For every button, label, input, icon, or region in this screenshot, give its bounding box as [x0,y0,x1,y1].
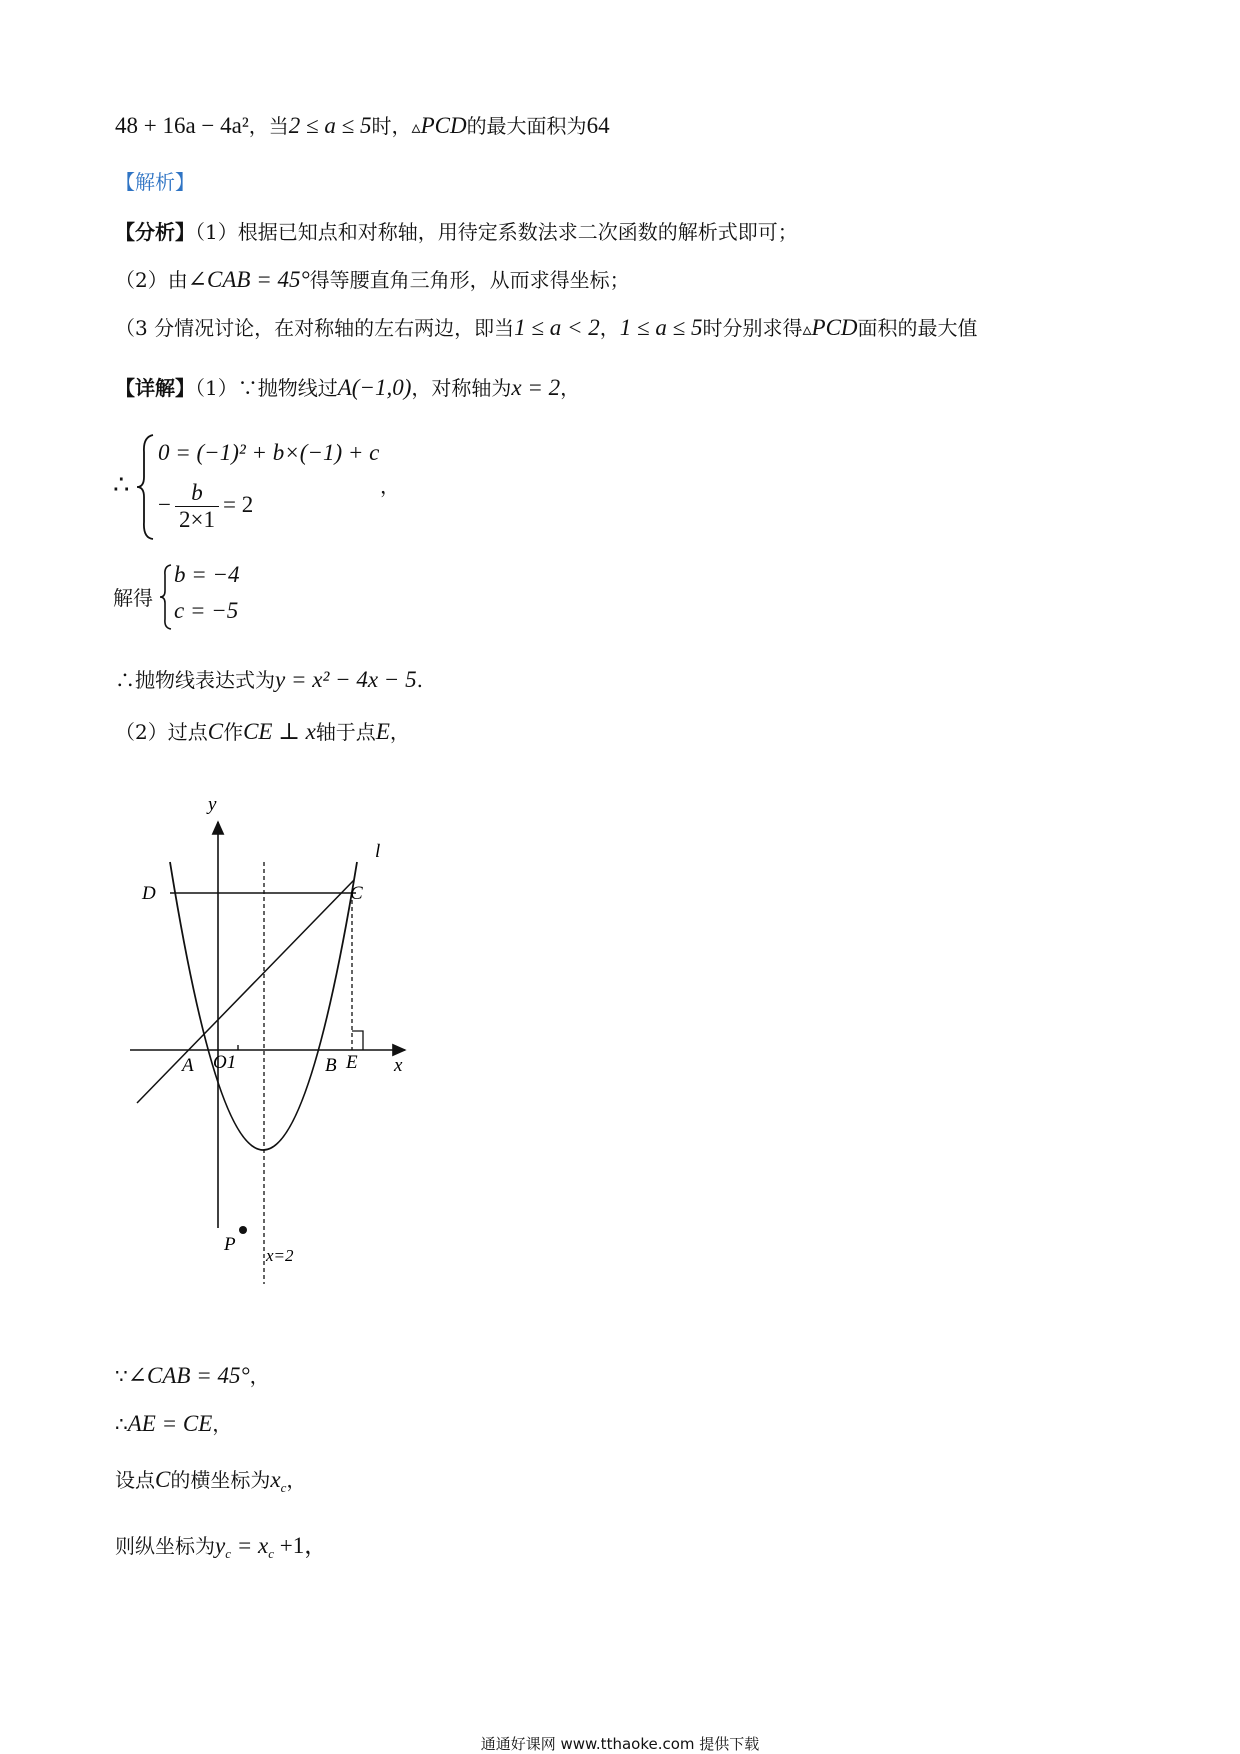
solution-c: c = −5 [174,598,239,623]
text: 则纵坐标为 [115,1534,215,1558]
symmetry-axis-label: x=2 [266,1246,294,1265]
fraction-numerator: b [175,480,219,507]
xc-symbol: x [270,1467,281,1492]
axis-expr: x = 2 [511,375,561,400]
footer-text: 通通好课网 www.tthaoke.com 提供下载 [480,1735,760,1753]
detail-line-1 [115,374,580,402]
part2-line [115,718,410,746]
text: 时， [371,114,412,138]
text: . [416,668,423,692]
analysis-heading: 【解析】 [115,170,195,194]
text: ， [599,316,620,340]
solve-label: 解得 [113,586,153,610]
case-2: 1 ≤ a ≤ 5 [619,315,703,340]
y-axis-label: y [208,794,217,815]
triangle-symbol: ▵ [802,319,812,339]
therefore-symbol: ∴ [113,470,130,499]
perpendicular-expr: CE ⊥ x [243,719,316,744]
analysis-line-1 [115,218,798,246]
label-d: D [142,883,156,904]
text: ， [212,1412,233,1436]
parabola-expr: y = x² − 4x − 5 [275,667,417,692]
text: 时分别求得 [702,316,803,340]
text: ，当 [248,114,289,138]
left-brace [158,563,174,631]
condition: 2 ≤ a ≤ 5 [288,113,372,138]
analysis-line-3 [115,314,978,343]
point-p-dot [239,1226,247,1234]
text: 得等腰直角三角形，从而求得坐标； [309,268,630,292]
label-a: A [182,1055,194,1076]
point-e: E [375,719,390,744]
text: ，对称轴为 [411,376,512,400]
text: 面积的最大值 [857,316,978,340]
therefore-symbol: ∴ [115,1412,128,1436]
text: （2）过点 [115,720,208,744]
equation-part: = x [231,1533,269,1558]
detail-label: 【详解】 [115,376,195,400]
angle-expr: ∠CAB = 45° [187,267,310,292]
therefore-line [115,1410,232,1438]
text: 的横坐标为 [170,1468,271,1492]
parabola-expression-line [115,666,423,694]
parabola-figure [120,780,440,1300]
text: 作 [223,720,244,744]
point-c: C [207,719,224,744]
text: （3 分情况讨论，在对称轴的左右两边，即当 [115,316,515,340]
text: 设点 [115,1468,155,1492]
text: ∴抛物线表达式为 [115,668,275,692]
point-a: A(−1,0) [337,375,412,400]
equation-1: 0 = (−1)² + b×(−1) + c [158,440,380,465]
text: （1）根据已知点和对称轴，用待定系数法求二次函数的解析式即可； [195,220,798,244]
label-p: P [224,1234,236,1255]
because-line [115,1362,270,1390]
right-angle-mark [352,1031,363,1050]
max-area-value: 64 [586,113,610,138]
solution-b: b = −4 [174,562,240,587]
result-line [115,112,610,141]
case-1: 1 ≤ a < 2 [514,315,600,340]
text: ， [389,720,410,744]
y-coordinate-line [115,1532,327,1568]
triangle-name: PCD [811,315,858,340]
triangle-symbol: ▵ [411,117,421,137]
comma: ， [380,476,400,498]
x-axis-label: x [394,1055,403,1076]
angle-expr: ∠CAB = 45° [127,1363,250,1388]
label-b: B [325,1055,337,1076]
analysis-label: 【分析】 [115,220,195,244]
point-c: C [155,1467,171,1492]
set-c-line [115,1466,306,1502]
xc-subscript: c [268,1546,275,1561]
xc-subscript: c [280,1480,287,1495]
line-l [137,880,354,1103]
equal-expr: AE = CE [127,1411,213,1436]
label-o1: O1 [213,1052,237,1073]
text: ， [560,376,581,400]
text: 的最大面积为 [466,114,587,138]
yc-symbol: y [215,1533,226,1558]
label-e: E [346,1052,358,1073]
text: （2）由 [115,268,188,292]
text: ， [286,1468,307,1492]
equation-tail: +1， [274,1533,328,1558]
equation-2 [158,480,253,533]
text: ， [249,1364,270,1388]
area-expression: 48 + 16a − 4a² [115,113,249,138]
text: （1）∵抛物线过 [195,376,338,400]
fraction-denominator: 2×1 [178,507,215,532]
minus-sign: − [158,491,171,517]
label-c: C [350,883,363,904]
line-label-l: l [375,841,381,862]
because-symbol: ∵ [115,1364,128,1388]
left-brace [135,432,157,542]
equation-rhs: = 2 [222,491,254,517]
yc-subscript: c [225,1546,231,1561]
text: 轴于点 [315,720,376,744]
analysis-line-2 [115,266,630,294]
triangle-name: PCD [420,113,467,138]
